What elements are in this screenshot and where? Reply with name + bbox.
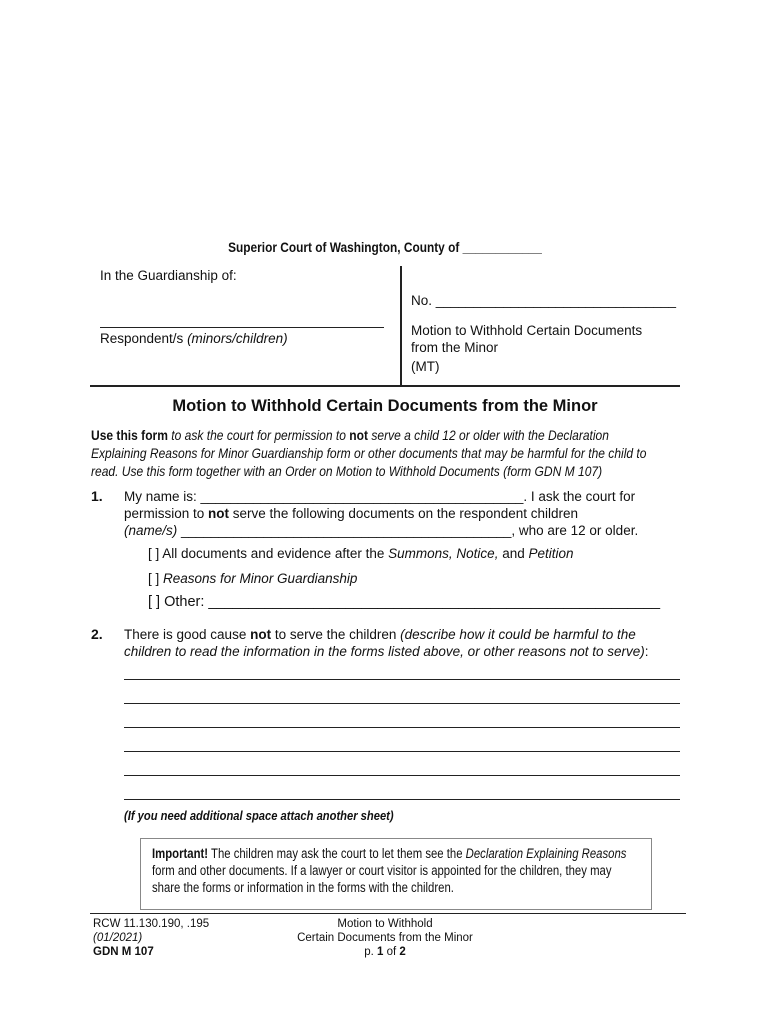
answer-line[interactable] [124,799,680,800]
answer-line[interactable] [124,679,680,680]
court-heading: Superior Court of Washington, County of ____________ [228,240,542,255]
item-2-text: There is good cause not to serve the children (describe how it could be harmful to the children to read the information in the forms listed above, or other reasons not to serve): [124,627,649,659]
caption-doc-code: (MT) [411,359,440,374]
case-number: No. ________________________________ [411,293,677,308]
guardianship-label: In the Guardianship of: [100,268,237,283]
additional-space-note: (If you need additional space attach another sheet) [124,808,394,823]
form-title: Motion to Withhold Certain Documents from the Minor [172,397,598,415]
footer-left: RCW 11.130.190, .195 (01/2021) GDN M 107 [93,918,210,958]
intro-text: Use this form to ask the court for permission to not serve a child 12 or older with the Declaration Explaining Reasons for Minor Guardianship form or other documents that may be harmful for the child to read. Use this form together with an Order on Motion to Withhold Documents (form GDN M 107) [91,427,647,479]
page-number: p. 1 of 2 [364,946,406,958]
respondent-label: Respondent/s (minors/children) [100,331,288,346]
footer-center: Motion to Withhold Certain Documents from the Minor p. 1 of 2 [270,917,500,959]
respondent-name-line [100,327,384,328]
answer-line[interactable] [124,703,680,704]
caption-divider [400,266,402,386]
option-other[interactable]: [ ] Other: ________________________________________________________ [148,594,661,610]
answer-line[interactable] [124,751,680,752]
caption-bottom-rule [90,385,680,387]
footer-rule [90,913,686,914]
option-reasons[interactable]: [ ] Reasons for Minor Guardianship [148,571,358,586]
caption-doc-title: Motion to Withhold Certain Documents from the Minor [411,323,643,355]
item-1-text: My name is: ___________________________________________. I ask the court for permission to not serve the following documents on the respondent children (name/s) ____________________________________________, who are 12 or older. [124,489,639,538]
answer-line[interactable] [124,775,680,776]
item-1-number: 1. [91,488,103,504]
answer-line[interactable] [124,727,680,728]
important-notice-text: Important! The children may ask the court to let them see the Declaration Explaining Reasons form and other documents. If a lawyer or court visitor is appointed for the children, they may share the forms or information in the forms with the children. [152,846,627,895]
item-2-number: 2. [91,626,103,642]
option-all-documents[interactable]: [ ] All documents and evidence after the Summons, Notice, and Petition [148,546,574,561]
